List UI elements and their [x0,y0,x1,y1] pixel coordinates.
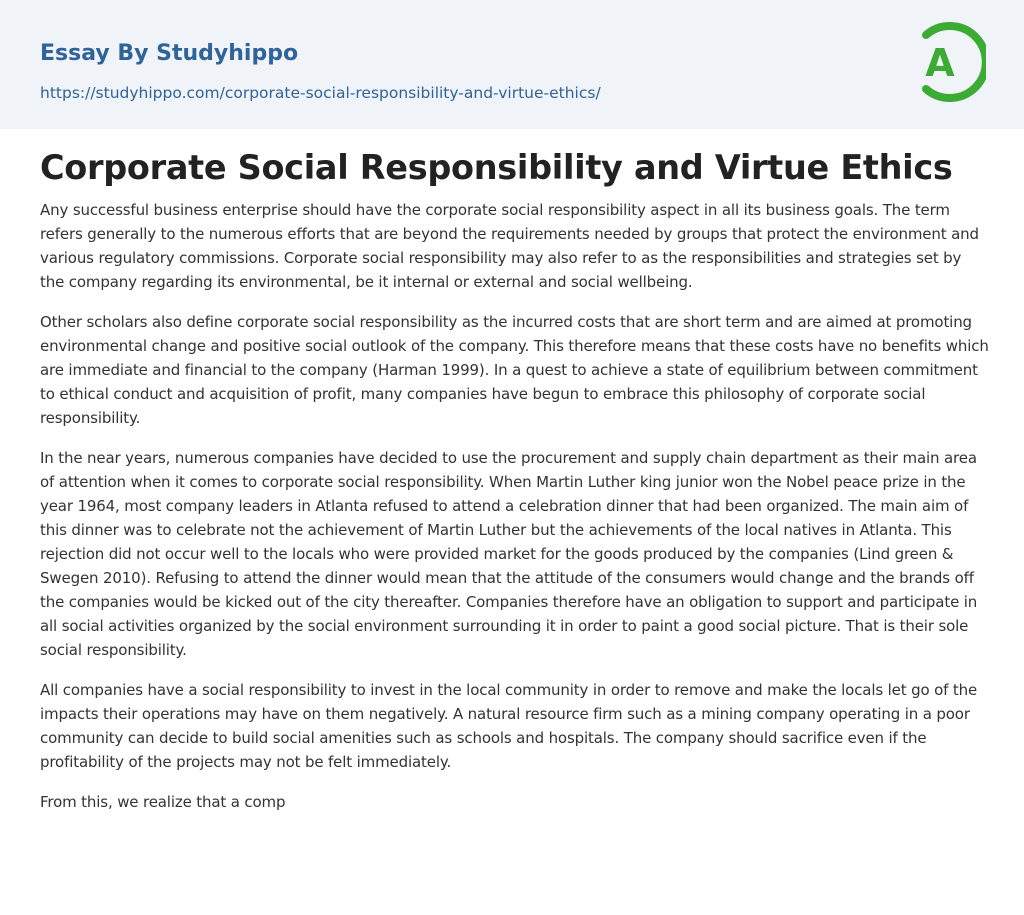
article-title: Corporate Social Responsibility and Virtue Ethics [40,148,953,187]
article-paragraph-4: All companies have a social responsibility to invest in the local community in order to remove and make the locals let go of the impacts their operations may have on them negatively. A natural resource firm such as a mining company operating in a poor community can decide to build social amenities such as schools and hospitals. The company should sacrifice even if the profitability of the projects may not be felt immediately. [40,681,978,771]
article-paragraph-2: Other scholars also define corporate social responsibility as the incurred costs that are short term and are aimed at promoting environmental change and positive social outlook of the company. This therefore means that these costs have no benefits which are immediate and financial to the company (Harman 1999). In a quest to achieve a state of equilibrium between commitment to ethical conduct and acquisition of profit, many companies have begun to embrace this philosophy of corporate social responsibility. [40,313,989,427]
source-url-link[interactable]: https://studyhippo.com/corporate-social-responsibility-and-virtue-ethics/ [40,84,601,102]
page-header [0,0,1024,129]
circle-a-logo-icon[interactable] [912,19,986,105]
article-paragraph-3: In the near years, numerous companies have decided to use the procurement and supply chain department as their main area of attention when it comes to corporate social responsibility. When Martin Luther king junior won the Nobel peace prize in the year 1964, most company leaders in Atlanta refused to attend a celebration dinner that had been organized. The main aim of this dinner was to celebrate not the achievement of Martin Luther but the achievements of the local natives in Atlanta. This rejection did not occur well to the locals who were provided market for the goods produced by the companies (Lind green & Swegen 2010). Refusing to attend the dinner would mean that the attitude of the consumers would change and the brands off the companies would be kicked out of the city thereafter. Companies therefore have an obligation to support and participate in all social activities organized by the social environment surrounding it in order to paint a good social picture. That is their sole social responsibility. [40,449,978,659]
logo-letter: A [925,41,955,85]
brand-name: Essay By Studyhippo [40,41,299,66]
article-paragraph-5: From this, we realize that a comp [40,793,286,811]
article-paragraph-1: Any successful business enterprise should have the corporate social responsibility aspect in all its business goals. The term refers generally to the numerous efforts that are beyond the requirements needed by groups that protect the environment and various regulatory commissions. Corporate social responsibility may also refer to as the responsibilities and strategies set by the company regarding its environmental, be it internal or external and social wellbeing. [40,201,979,291]
article [40,144,990,830]
